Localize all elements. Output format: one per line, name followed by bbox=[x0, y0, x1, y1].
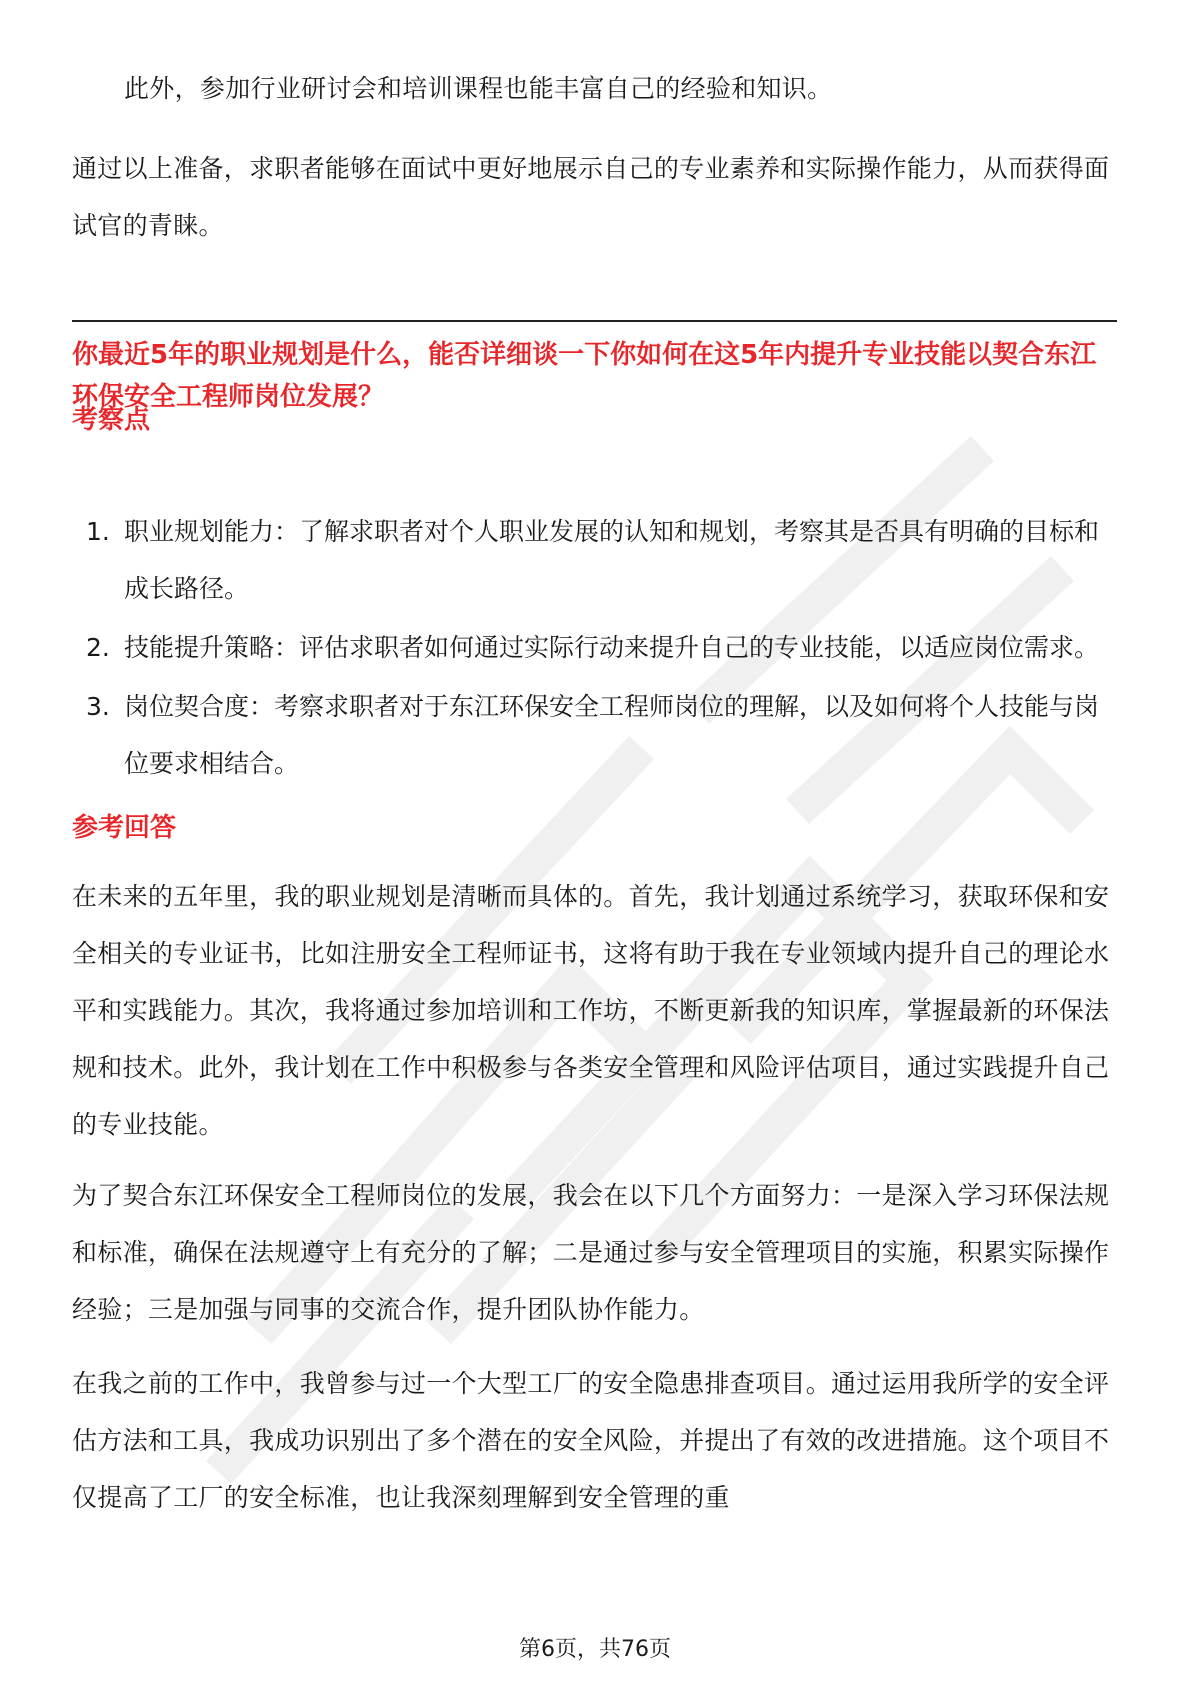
list-item bbox=[72, 619, 1117, 676]
answer-paragraph-1: 在未来的五年里，我的职业规划是清晰而具体的。首先，我计划通过系统学习，获取环保和安全相关的专业证书，比如注册安全工程师证书，这将有助于我在专业领域内提升自己的理论水平和实践能力。其次，我将通过参加培训和工作坊，不断更新我的知识库，掌握最新的环保法规和技术。此外，我计划在工作中积极参与各类安全管理和风险评估项目，通过实践提升自己的专业技能。 bbox=[72, 882, 1110, 1139]
interview-question: 你最近5年的职业规划是什么，能否详细谈一下你如何在这5年内提升专业技能以契合东江环保安全工程师岗位发展？ bbox=[72, 340, 1097, 412]
section-divider bbox=[72, 320, 1117, 322]
answer-paragraph-3: 在我之前的工作中，我曾参与过一个大型工厂的安全隐患排查项目。通过运用我所学的安全评估方法和工具，我成功识别出了多个潜在的安全风险，并提出了有效的改进措施。这个项目不仅提高了工厂的安全标准，也让我深刻理解到安全管理的重 bbox=[72, 1369, 1110, 1512]
prep-line: 此外，参加行业研讨会和培训课程也能丰富自己的经验和知识。 bbox=[124, 74, 833, 103]
list-item bbox=[72, 503, 1117, 617]
list-item bbox=[72, 678, 1117, 792]
assessment-list bbox=[72, 503, 1117, 794]
list-item-text: 岗位契合度：考察求职者对于东江环保安全工程师岗位的理解，以及如何将个人技能与岗位要求相结合。 bbox=[124, 692, 1100, 778]
list-item-text: 职业规划能力：了解求职者对个人职业发展的认知和规划，考察其是否具有明确的目标和成长路径。 bbox=[124, 517, 1100, 603]
list-number: 2. bbox=[86, 633, 110, 662]
summary-paragraph: 通过以上准备，求职者能够在面试中更好地展示自己的专业素养和实际操作能力，从而获得面试官的青睐。 bbox=[72, 154, 1110, 240]
answer-paragraph-2: 为了契合东江环保安全工程师岗位的发展，我会在以下几个方面努力：一是深入学习环保法规和标准，确保在法规遵守上有充分的了解；二是通过参与安全管理项目的实施，积累实际操作经验；三是加强与同事的交流合作，提升团队协作能力。 bbox=[72, 1181, 1110, 1324]
assessment-title: 考察点 bbox=[72, 405, 151, 435]
answer-title: 参考回答 bbox=[72, 813, 177, 843]
list-number: 1. bbox=[86, 517, 110, 546]
page-number-footer: 第6页，共76页 bbox=[519, 1637, 671, 1662]
list-number: 3. bbox=[86, 692, 110, 721]
list-item-text: 技能提升策略：评估求职者如何通过实际行动来提升自己的专业技能，以适应岗位需求。 bbox=[124, 633, 1100, 662]
